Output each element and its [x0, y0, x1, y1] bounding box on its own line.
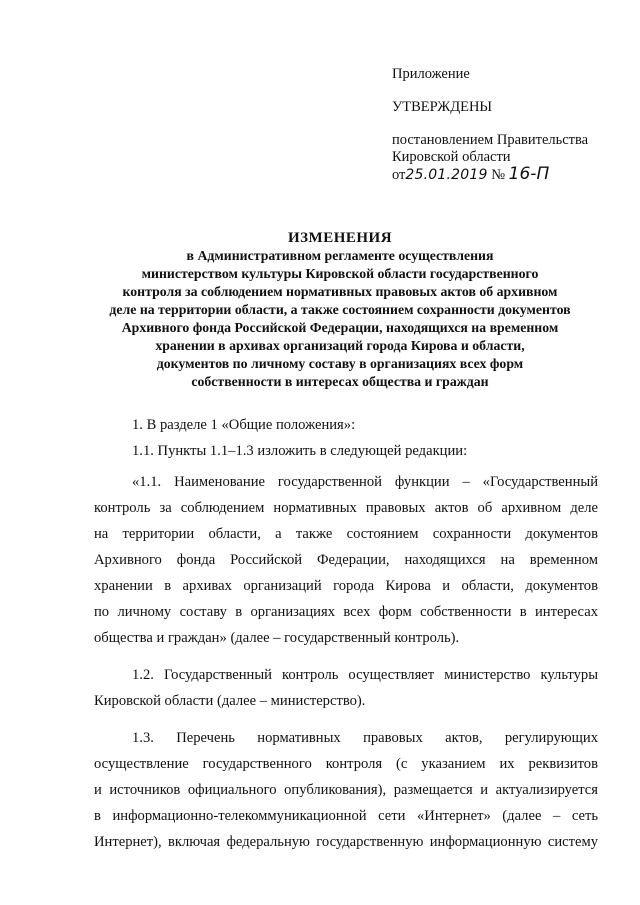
title-line: хранении в архивах организаций города Кирова и области,	[155, 338, 525, 353]
from-prefix: от	[392, 167, 406, 183]
title-line: Архивного фонда Российской Федерации, находящихся на временном	[121, 320, 559, 335]
paragraph-5-line: 1.3. Перечень нормативных правовых актов, регулирующих	[132, 730, 598, 746]
title-line: собственности в интересах общества и граждан	[191, 374, 489, 389]
document-title	[60, 229, 620, 391]
appendix-label: Приложение	[392, 66, 470, 82]
decree-line-2: Кировской области	[392, 149, 511, 165]
paragraph-5-line: Интернет), включая федеральную государственную информационную систему	[94, 834, 598, 850]
paragraph-3-line: контроль за соблюдением нормативных правовых актов об архивном деле	[94, 500, 598, 516]
approved-label: УТВЕРЖДЕНЫ	[392, 99, 493, 115]
paragraph-2: 1.1. Пункты 1.1–1.3 изложить в следующей редакции:	[132, 443, 468, 459]
paragraph-5-line: осуществление государственного контроля (с указанием их реквизитов	[94, 756, 598, 772]
paragraph-5-line: и источников официального опубликования), размещается и актуализируется	[94, 782, 598, 798]
paragraph-3-line: общества и граждан» (далее – государственный контроль).	[94, 630, 460, 646]
paragraph-4-line: 1.2. Государственный контроль осуществляет министерство культуры	[132, 667, 598, 683]
paragraph-3-line: на территории области, а также состоянием сохранности документов	[94, 526, 598, 542]
paragraph-4	[94, 662, 598, 714]
paragraph-3-line: Архивного фонда Российской Федерации, находящихся на временном	[94, 552, 598, 568]
paragraph-5-line: в информационно-телекоммуникационной сети «Интернет» (далее – сеть	[94, 808, 598, 824]
paragraph-3-line: по личному составу в организациях всех форм собственности в интересах	[94, 604, 598, 620]
paragraph-3	[94, 469, 598, 651]
title-line: документов по личному составу в организациях всех форм	[156, 356, 524, 371]
number-sign: №	[491, 167, 506, 183]
title-line: министерством культуры Кировской области государственного	[141, 266, 539, 281]
title-line: деле на территории области, а также состоянием сохранности документов	[109, 302, 571, 317]
document-body	[94, 412, 598, 855]
paragraph-3-line: «1.1. Наименование государственной функции – «Государственный	[132, 474, 598, 490]
decree-line-1: постановлением Правительства	[392, 132, 589, 148]
paragraph-4-line: Кировской области (далее – министерство).	[94, 693, 366, 709]
paragraph-5	[94, 725, 598, 855]
title-line: контроля за соблюдением нормативных правовых актов об архивном	[122, 284, 558, 299]
title-line: в Административном регламенте осуществления	[186, 248, 494, 263]
decree-number: 16-П	[508, 164, 550, 184]
decree-date: 25.01.2019	[405, 167, 488, 183]
approval-stamp	[392, 66, 622, 184]
title-heading: ИЗМЕНЕНИЯ	[287, 230, 393, 246]
paragraph-1: 1. В разделе 1 «Общие положения»:	[132, 417, 356, 433]
decree-date-number	[392, 166, 622, 184]
paragraph-3-line: хранении в архивах организаций города Кирова и области, документов	[94, 578, 598, 594]
